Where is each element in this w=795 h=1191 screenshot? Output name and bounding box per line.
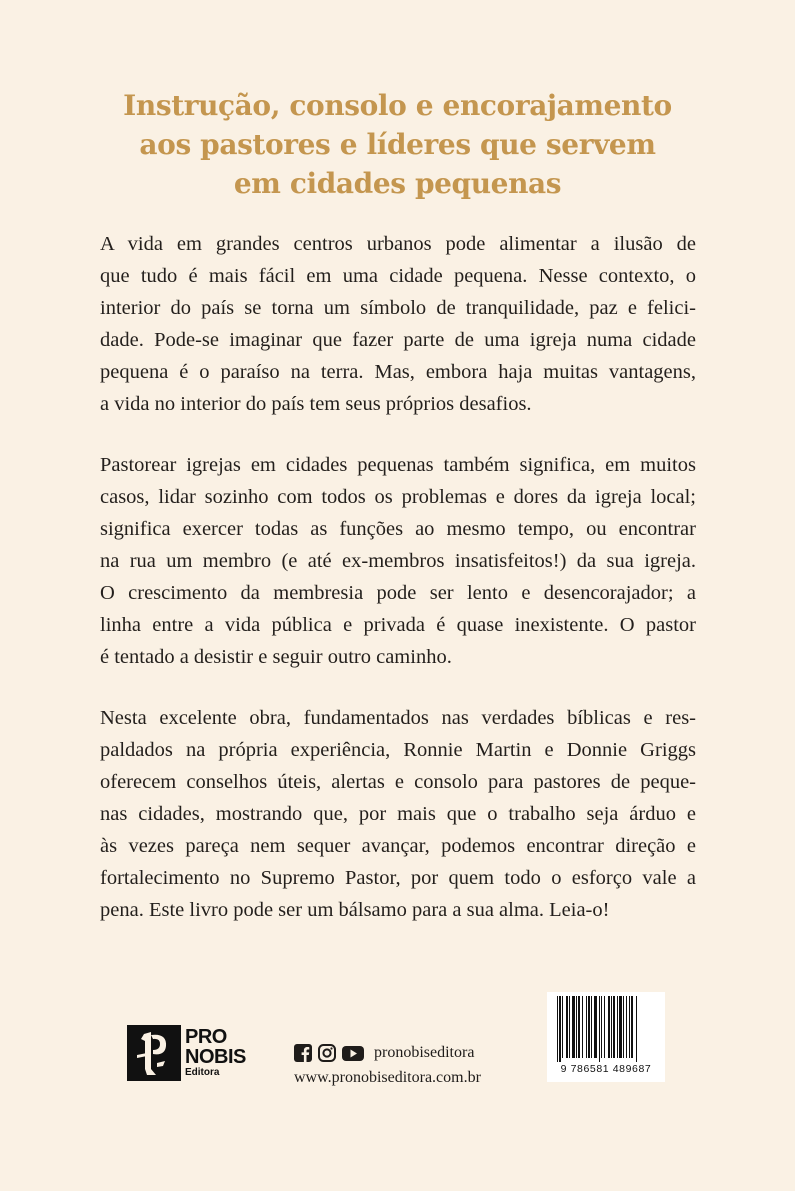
text-line: fortalecimento no Supremo Pastor, por quem todo o esforço vale a xyxy=(100,867,696,889)
barcode-bar xyxy=(588,996,590,1058)
logo-line-editora: Editora xyxy=(185,1067,220,1078)
barcode-bar xyxy=(613,996,615,1058)
text-line: O crescimento da membresia pode ser lento e desencorajador; a xyxy=(100,582,696,604)
website-link[interactable]: www.pronobiseditora.com.br xyxy=(294,1069,481,1086)
barcode-bar xyxy=(623,996,624,1058)
youtube-icon xyxy=(342,1044,364,1062)
barcode-bar xyxy=(619,996,622,1058)
barcode-bar xyxy=(562,996,563,1058)
barcode-bar xyxy=(604,996,605,1058)
text-line: linha entre a vida pública e privada é quase inexistente. O pastor xyxy=(100,614,696,636)
barcode-bars xyxy=(557,996,655,1062)
text-line: que tudo é mais fácil em uma cidade pequena. Nesse contexto, o xyxy=(100,265,696,287)
text-line: dade. Pode-se imaginar que fazer parte de uma igreja numa cidade xyxy=(100,329,696,351)
barcode-bar xyxy=(617,996,618,1058)
logo-line-pro: PRO xyxy=(185,1026,227,1048)
blackletter-p-logo-icon xyxy=(127,1025,181,1081)
headline xyxy=(60,86,735,203)
barcode-bar xyxy=(557,996,558,1062)
instagram-icon xyxy=(318,1044,336,1062)
publisher-logo xyxy=(127,1025,247,1081)
barcode-bar xyxy=(576,996,577,1058)
barcode-bar xyxy=(594,996,597,1058)
text-line: é tentado a desistir e seguir outro caminho. xyxy=(100,646,452,668)
barcode-bar xyxy=(591,996,592,1058)
synopsis xyxy=(100,228,696,955)
text-line: significa exercer todas as funções ao mesmo tempo, ou encontrar xyxy=(100,518,696,540)
barcode-bar xyxy=(608,996,610,1058)
social-handle: pronobiseditora xyxy=(374,1044,475,1061)
text-line: a vida no interior do país tem seus próprios desafios. xyxy=(100,393,532,415)
text-line: oferecem conselhos úteis, alertas e consolo para pastores de peque- xyxy=(100,771,696,793)
footer xyxy=(0,990,795,1090)
facebook-icon xyxy=(294,1044,312,1062)
logo-line-nobis: NOBIS xyxy=(185,1046,246,1068)
barcode-bar xyxy=(566,996,568,1058)
text-line: na rua um membro (e até ex-membros insatisfeitos!) da sua igreja. xyxy=(100,550,696,572)
text-line: nas cidades, mostrando que, por mais que o trabalho seja árduo e xyxy=(100,803,696,825)
text-line: paldados na própria experiência, Ronnie Martin e Donnie Griggs xyxy=(100,739,696,761)
text-line: pena. Este livro pode ser um bálsamo para a sua alma. Leia-o! xyxy=(100,899,610,921)
text-line: casos, lidar sozinho com todos os problemas e dores da igreja local; xyxy=(100,486,696,508)
text-line: A vida em grandes centros urbanos pode alimentar a ilusão de xyxy=(100,233,696,255)
paragraph-1 xyxy=(100,228,696,420)
barcode-bar xyxy=(631,996,633,1058)
text-line: Pastorear igrejas em cidades pequenas também significa, em muitos xyxy=(100,454,696,476)
paragraph-3 xyxy=(100,702,696,926)
barcode-bar xyxy=(601,996,602,1058)
barcode-bar xyxy=(572,996,575,1058)
isbn-number: 9 786581 489687 xyxy=(560,1063,652,1075)
publisher-logo-text xyxy=(185,1027,246,1079)
text-line: às vezes pareça nem sequer avançar, podemos encontrar direção e xyxy=(100,835,696,857)
text-line: pequena é o paraíso na terra. Mas, embora haja muitas vantagens, xyxy=(100,361,696,383)
barcode-bar xyxy=(582,996,583,1058)
barcode-bar xyxy=(599,996,600,1062)
barcode-bar xyxy=(559,996,561,1062)
barcode-bar xyxy=(578,996,580,1058)
headline-line: Instrução, consolo e encorajamento xyxy=(123,89,672,122)
headline-line: aos pastores e líderes que servem xyxy=(139,128,656,161)
barcode-bar xyxy=(629,996,630,1058)
barcode-bar xyxy=(586,996,587,1058)
paragraph-2 xyxy=(100,449,696,673)
headline-line: em cidades pequenas xyxy=(233,167,562,200)
barcode-bar xyxy=(611,996,612,1058)
barcode-bar xyxy=(626,996,627,1058)
isbn-barcode xyxy=(547,992,665,1082)
publisher-contacts xyxy=(294,1042,481,1087)
text-line: interior do país se torna um símbolo de tranquilidade, paz e felici- xyxy=(100,297,696,319)
barcode-bar xyxy=(636,996,637,1062)
text-line: Nesta excelente obra, fundamentados nas verdades bíblicas e res- xyxy=(100,707,696,729)
barcode-bar xyxy=(569,996,570,1058)
